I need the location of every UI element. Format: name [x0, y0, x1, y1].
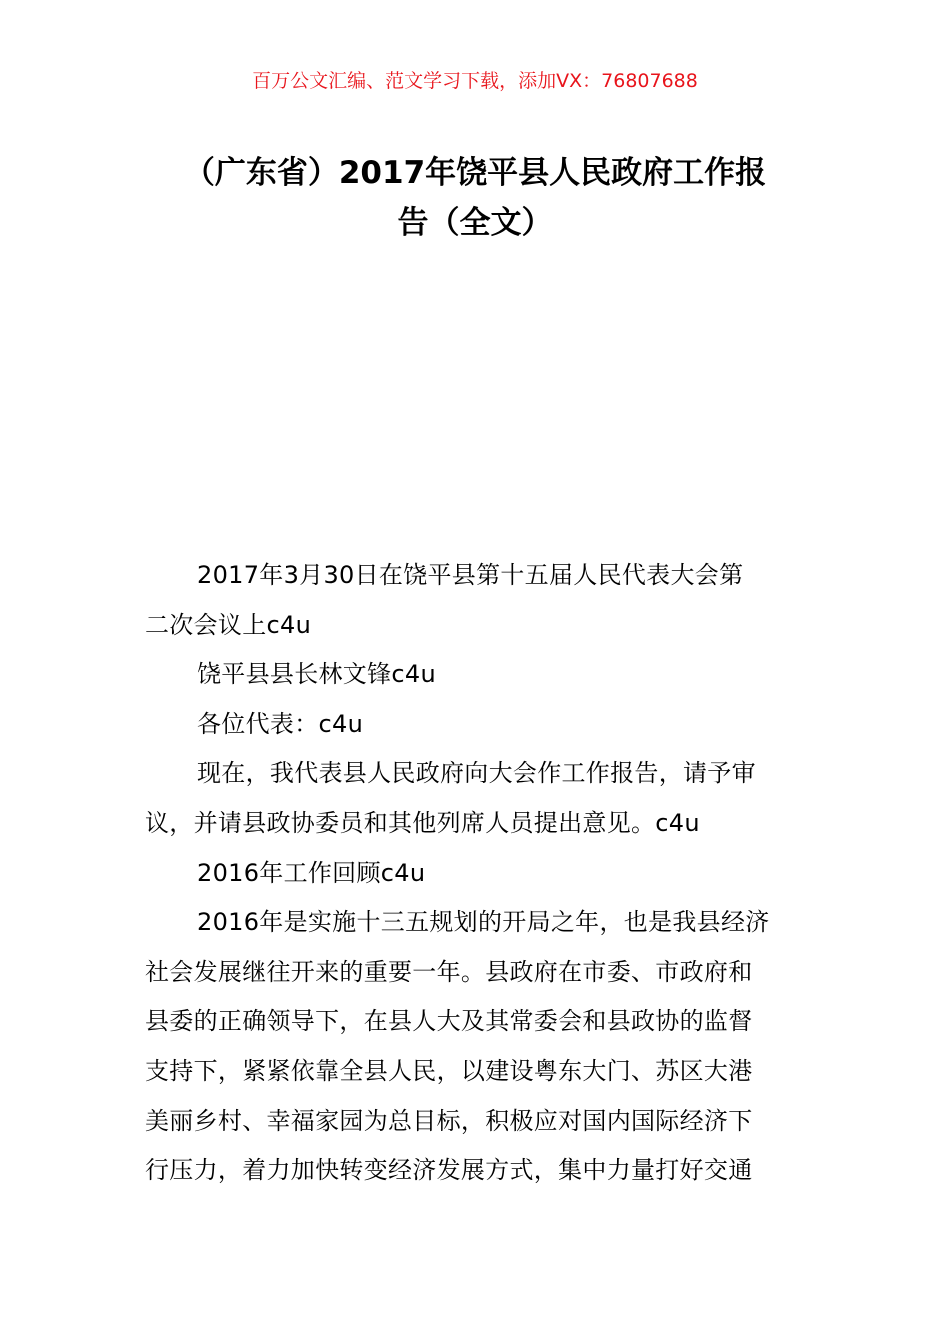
title-line-1: （广东省）2017年饶平县人民政府工作报	[183, 155, 767, 191]
paragraph-line: 美丽乡村、幸福家园为总目标，积极应对国内国际经济下	[145, 1106, 753, 1135]
paragraph-salutation	[145, 700, 810, 750]
document-body	[145, 551, 810, 1196]
paragraph-line: 支持下，紧紧依靠全县人民，以建设粤东大门、苏区大港	[145, 1056, 753, 1085]
header-note: 百万公文汇编、范文学习下载，添加VX：76807688	[252, 70, 698, 92]
paragraph-line: 现在，我代表县人民政府向大会作工作报告，请予审	[197, 759, 756, 788]
paragraph-line: 社会发展继往开来的重要一年。县政府在市委、市政府和	[145, 957, 753, 986]
paragraph-line: 二次会议上c4u	[145, 610, 312, 639]
title-line-2: 告（全文）	[397, 205, 553, 241]
paragraph-intro	[145, 749, 810, 848]
paragraph-line: 议，并请县政协委员和其他列席人员提出意见。c4u	[145, 808, 700, 837]
paragraph-meeting-info	[145, 551, 810, 650]
section-heading	[145, 849, 810, 899]
paragraph-line: 饶平县县长林文锋c4u	[197, 660, 436, 689]
paragraph-speaker	[145, 650, 810, 700]
paragraph-line: 行压力，着力加快转变经济发展方式，集中力量打好交通	[145, 1156, 753, 1185]
paragraph-review	[145, 898, 810, 1196]
paragraph-line: 各位代表：c4u	[197, 709, 364, 738]
document-title	[130, 148, 820, 248]
paragraph-line: 2016年是实施十三五规划的开局之年，也是我县经济	[197, 908, 770, 937]
paragraph-line: 2017年3月30日在饶平县第十五届人民代表大会第	[197, 561, 744, 589]
paragraph-line: 2016年工作回顾c4u	[197, 858, 426, 887]
paragraph-line: 县委的正确领导下，在县人大及其常委会和县政协的监督	[145, 1007, 753, 1036]
